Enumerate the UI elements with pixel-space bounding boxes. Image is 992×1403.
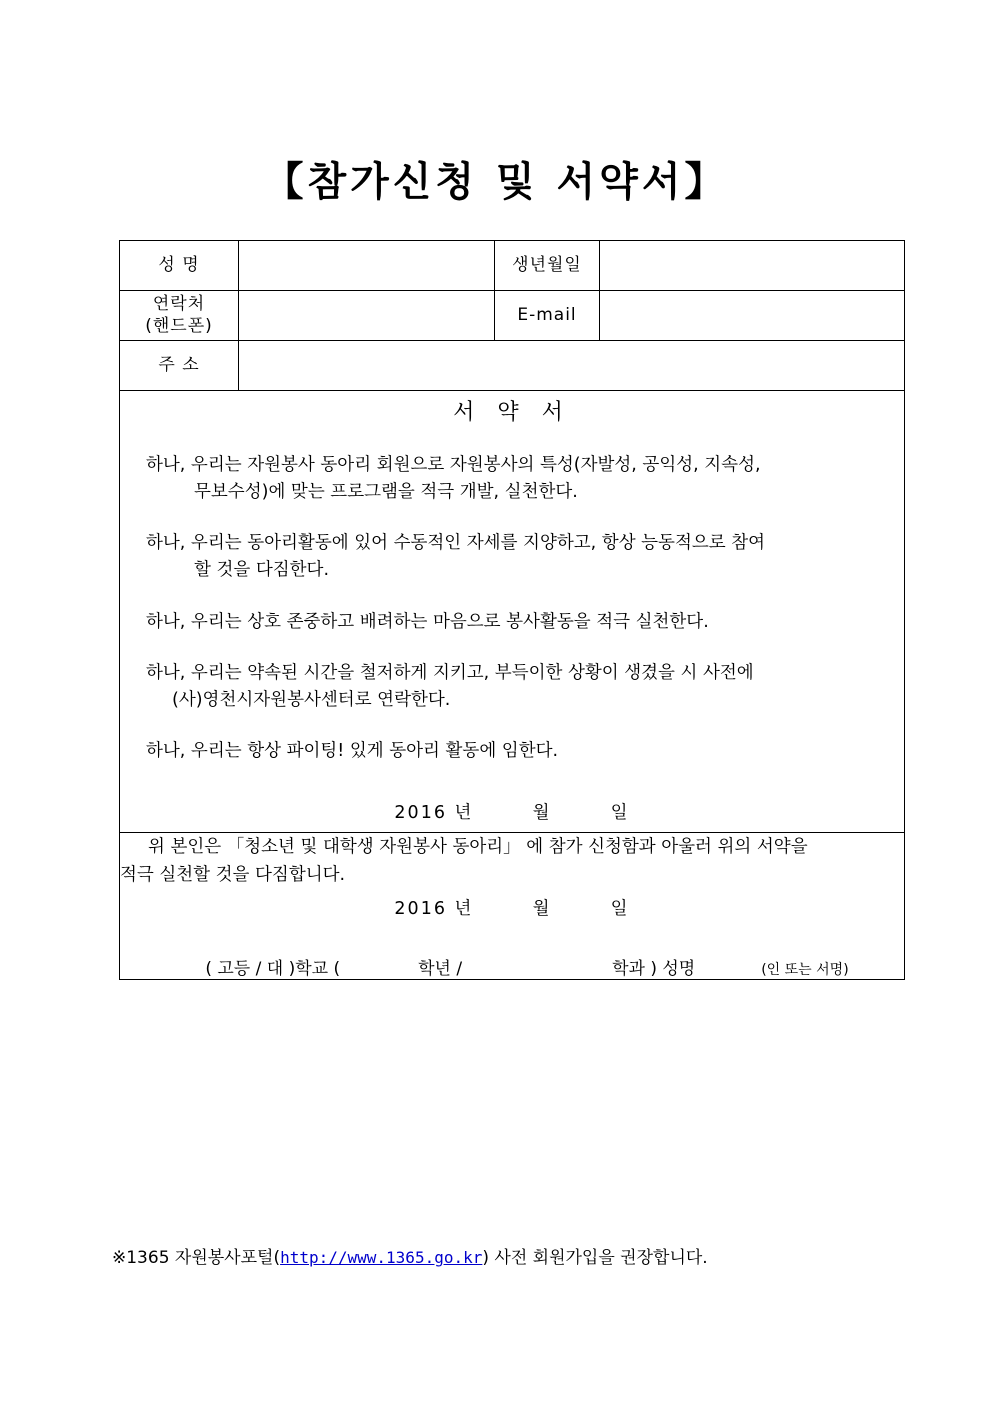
pledge-date-year-unit: 년 <box>454 803 474 823</box>
confirm-section <box>120 833 905 980</box>
confirm-date-year: 2016 <box>394 899 447 919</box>
field-name[interactable] <box>239 241 495 291</box>
label-birthdate: 생년월일 <box>495 241 600 291</box>
pledge-date-month-unit: 월 <box>532 803 552 823</box>
confirm-paragraph-line1: 위 본인은 「청소년 및 대학생 자원봉사 동아리」 에 참가 신청함과 아울러 위의 서약을 <box>148 837 808 857</box>
label-email: E-mail <box>495 291 600 341</box>
confirm-date-day-unit: 일 <box>610 899 630 919</box>
pledge-item <box>120 609 904 636</box>
footnote-prefix: ※1365 자원봉사포털( <box>112 1248 281 1268</box>
field-phone[interactable] <box>239 291 495 341</box>
pledge-title: 서 약 서 <box>453 400 571 425</box>
pledge-item <box>120 738 904 765</box>
volunteer-portal-link[interactable]: http://www.1365.go.kr <box>280 1248 483 1267</box>
confirm-paragraph <box>120 833 904 861</box>
pledge-item-line1: 하나, 우리는 항상 파이팅! 있게 동아리 활동에 임한다. <box>146 740 559 761</box>
pledge-item-line2: (사)영천시자원봉사센터로 연락한다. <box>172 689 451 710</box>
table-row <box>120 341 905 391</box>
label-phone <box>120 291 239 341</box>
table-row <box>120 241 905 291</box>
label-address: 주 소 <box>120 341 239 391</box>
signature-grade[interactable]: 학년 / <box>418 959 463 979</box>
confirm-date-year-unit: 년 <box>454 899 474 919</box>
pledge-date <box>120 799 904 824</box>
footnote <box>112 1243 708 1268</box>
field-email[interactable] <box>600 291 905 341</box>
footnote-suffix: ) 사전 회원가입을 권장합니다. <box>482 1248 708 1268</box>
pledge-item-line1: 하나, 우리는 동아리활동에 있어 수동적인 자세를 지양하고, 항상 능동적으로 참여 <box>146 533 766 554</box>
label-name: 성 명 <box>120 241 239 291</box>
label-phone-line2: (핸드폰) <box>145 315 213 336</box>
signature-school[interactable]: ( 고등 / 대 )학교 ( <box>205 959 341 979</box>
table-row <box>120 291 905 341</box>
pledge-item-line1: 하나, 우리는 약속된 시간을 철저하게 지키고, 부득이한 상황이 생겼을 시 사전에 <box>146 662 754 683</box>
field-address[interactable] <box>239 341 905 391</box>
confirm-paragraph-2 <box>120 861 904 889</box>
pledge-item-line1: 하나, 우리는 자원봉사 동아리 회원으로 자원봉사의 특성(자발성, 공익성, 지속성, <box>146 455 761 475</box>
signature-line <box>120 954 904 979</box>
confirm-date <box>120 895 904 920</box>
pledge-item-line2: 할 것을 다짐한다. <box>194 560 330 581</box>
signature-dept[interactable]: 학과 ) 성명 <box>612 959 696 979</box>
pledge-section <box>120 391 905 833</box>
pledge-item <box>120 530 904 584</box>
page-title: 【참가신청 및 서약서】 <box>263 159 729 205</box>
label-phone-line1: 연락처 <box>152 294 206 315</box>
signature-seal[interactable]: (인 또는 서명) <box>761 962 849 978</box>
pledge-item-line2: 무보수성)에 맞는 프로그램을 적극 개발, 실천한다. <box>194 482 578 503</box>
pledge-item <box>120 660 904 714</box>
pledge-item-line1: 하나, 우리는 상호 존중하고 배려하는 마음으로 봉사활동을 적극 실천한다. <box>146 611 709 632</box>
confirm-row <box>120 833 905 980</box>
confirm-date-month-unit: 월 <box>532 899 552 919</box>
confirm-paragraph-line2: 적극 실천할 것을 다짐합니다. <box>120 865 346 885</box>
pledge-date-year: 2016 <box>394 803 447 823</box>
application-form <box>119 240 904 980</box>
form-table <box>119 240 905 980</box>
field-birthdate[interactable] <box>600 241 905 291</box>
pledge-row <box>120 391 905 833</box>
pledge-item <box>120 452 904 506</box>
pledge-date-day-unit: 일 <box>610 803 630 823</box>
